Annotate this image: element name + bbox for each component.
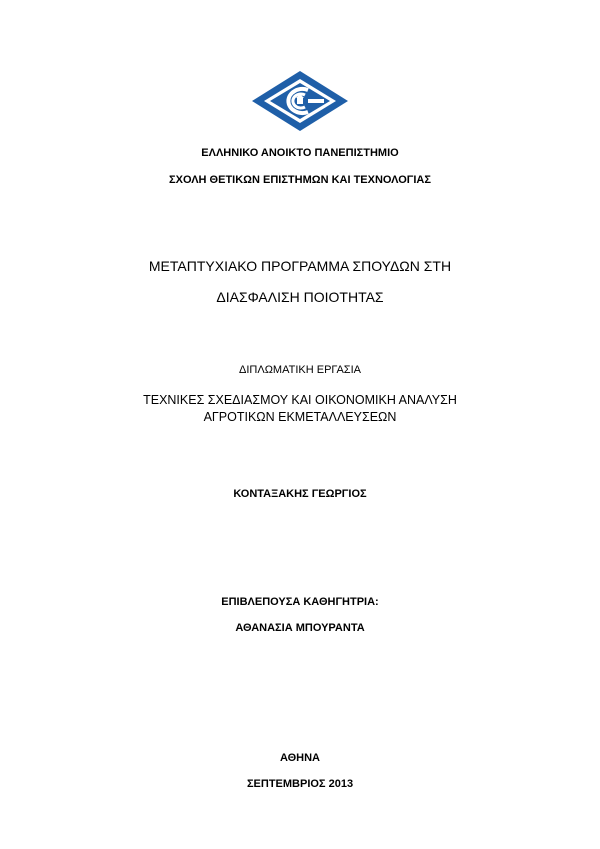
thesis-title-line2: ΑΓΡΟΤΙΚΩΝ ΕΚΜΕΤΑΛΛΕΥΣΕΩΝ [203,410,397,424]
program-title-line2: ΔΙΑΣΦΑΛΙΣΗ ΠΟΙΟΤΗΤΑΣ [216,289,384,305]
university-emblem-icon [250,70,350,132]
university-name: ΕΛΛΗΝΙΚΟ ΑΝΟΙΚΤΟ ΠΑΝΕΠΙΣΤΗΜΙΟ [201,147,399,159]
program-title-line1: ΜΕΤΑΠΤΥΧΙΑΚΟ ΠΡΟΓΡΑΜΜΑ ΣΠΟΥΔΩΝ ΣΤΗ [148,258,452,274]
supervisor-name: ΑΘΑΝΑΣΙΑ ΜΠΟΥΡΑΝΤΑ [235,622,365,634]
city: ΑΘΗΝΑ [279,752,321,764]
school-name: ΣΧΟΛΗ ΘΕΤΙΚΩΝ ΕΠΙΣΤΗΜΩΝ ΚΑΙ ΤΕΧΝΟΛΟΓΙΑΣ [169,174,431,186]
author-name: ΚΟΝΤΑΞΑΚΗΣ ΓΕΩΡΓΙΟΣ [233,488,367,500]
supervisor-label: ΕΠΙΒΛΕΠΟΥΣΑ ΚΑΘΗΓΗΤΡΙΑ: [221,596,379,608]
date: ΣΕΠΤΕΜΒΡΙΟΣ 2013 [246,778,354,790]
thesis-title-line1: ΤΕΧΝΙΚΕΣ ΣΧΕΔΙΑΣΜΟΥ ΚΑΙ ΟΙΚΟΝΟΜΙΚΗ ΑΝΑΛΥΣΗ [143,393,457,407]
thesis-type: ΔΙΠΛΩΜΑΤΙΚΗ ΕΡΓΑΣΙΑ [239,364,361,376]
